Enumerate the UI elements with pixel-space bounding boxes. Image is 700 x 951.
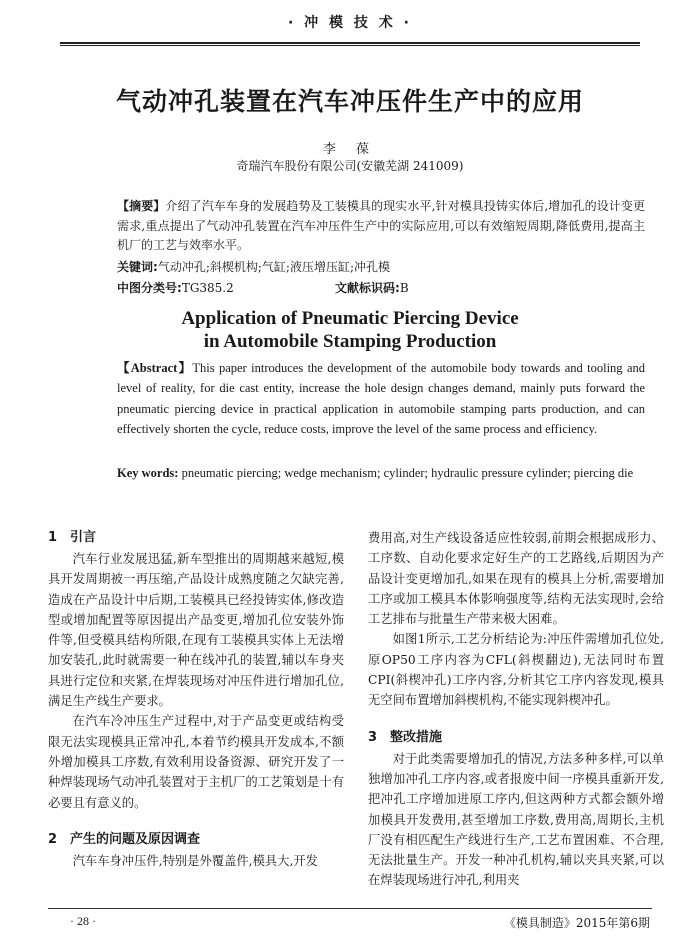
section-3-paragraph-1: 对于此类需要增加孔的情况,方法多种多样,可以单独增加冲孔工序内容,或者报废中间一序模具重新开发,把冲孔工序增加进原工序内,但这两种方式都会额外增加模具开发费用,甚至增加工序数,费用高,周期长,主机厂没有相匹配生产线进行生产,工艺布置困难、不合理,无法批量生产。开发一种冲孔机构,辅以夹具夹紧,可以在焊装现场进行冲孔,利用夹 [368,751,664,888]
english-title-line2: in Automobile Stamping Production [203,331,497,352]
keywords-cn-label: 关键词: [117,260,158,274]
section-1-paragraph-2: 在汽车冷冲压生产过程中,对于产品变更或结构受限无法实现模具正常冲孔,本着节约模具开发成本,不额外增加模具工序数,有效利用设备资源、研究开发了一种焊装现场气动冲孔装置对于主机厂的工艺策划是十有必要且有意义的。 [48,714,344,810]
figure-analysis-paragraph: 如图1所示,工艺分析结论为:冲压件需增加孔位处,原OP50工序内容为CFL(斜楔翻边),无法同时布置CPI(斜楔冲孔)工序内容,分析其它工序内容发现,模具无空间布置增加斜楔机构,不能实现斜楔冲孔。 [368,632,664,708]
english-title-line1: Application of Pneumatic Piercing Device [181,308,519,329]
section-gap [368,711,664,728]
classification-row [117,279,645,296]
footer-rule [48,908,652,909]
keywords-cn-text: 气动冲孔;斜楔机构;气缸;液压增压缸;冲孔模 [157,260,390,274]
header-rule-thin [60,45,640,46]
section-3-number: 3 [368,729,378,745]
doc-value: B [399,281,409,295]
page-number: · 28 · [70,914,96,928]
section-gap [48,813,344,830]
header-title: · 冲 模 技 术 · [287,15,412,31]
running-header [0,0,700,44]
section-1-number: 1 [48,530,58,545]
section-1-title: 引言 [70,530,97,545]
section-2-paragraph-1: 汽车车身冲压件,特别是外覆盖件,模具大,开发 [72,853,318,868]
continued-paragraph: 费用高,对生产线设备适应性较弱,前期会根据成形力、工序数、自动化要求定好生产的工艺路线,后期因为产品设计变更增加孔,如果在现有的模具上分析,需要增加工序或加工模具本体影响强度等,结构无法实现时,会给工艺排布与批量生产带来极大困难。 [368,531,664,627]
section-1-heading [48,528,344,549]
header-rule [60,42,640,44]
doc-code [335,279,409,296]
section-1-paragraph-1: 汽车行业发展迅猛,新车型推出的周期越来越短,模具开发周期被一再压缩,产品设计成熟度随之欠缺完善,造成在产品设计中后期,工装模具已经投铸实体,修改造型或增加配置等原因提出产品变更,增加孔位安装外饰件等,但受模具结构所限,在现有工装模具实体上无法增加安装孔,此时就需要一种在线冲孔的装置,辅以车身夹具进行定位和夹紧,在焊装现场对冲压件进行增加孔位,满足生产线生产要求。 [48,552,344,709]
keywords-cn [117,258,645,275]
journal-citation: 《模具制造》2015年第6期 [503,916,650,930]
author: 李 葆 [322,142,378,157]
section-2-title: 产生的问题及原因调查 [70,831,201,847]
abstract-cn [117,197,645,256]
abstract-en-label: 【Abstract】 [117,361,193,375]
column-left [48,528,344,871]
section-3-heading [368,728,664,749]
abstract-en [117,358,645,439]
doc-label: 文献标识码: [335,281,400,295]
section-2-heading [48,830,344,851]
section-2-number: 2 [48,831,58,847]
keywords-en-text: pneumatic piercing; wedge mechanism; cylinder; hydraulic pressure cylinder; piercing die [181,466,634,480]
paper-title: 气动冲孔装置在汽车冲压件生产中的应用 [115,87,584,116]
abstract-en-text: This paper introduces the development of the automobile body towards and tooling and level of reality, for die cast entity, increase the hole design changes demand, mainly puts forward the pneumatic piercing device in practical application in automobile stamping parts production, and can effectively shorten the cycle, reduce costs, improve the level of the same process and efficiency. [117,361,646,436]
section-3-title: 整改措施 [390,729,443,745]
column-right [368,528,664,891]
keywords-en-label: Key words: [117,466,179,480]
english-title [0,307,700,353]
abstract-cn-text: 介绍了汽车车身的发展趋势及工装模具的现实水平,针对模具投铸实体后,增加孔的设计变更需求,重点提出了气动冲孔装置在汽车冲压件生产中的实际应用,可以有效缩短周期,降低费用,提高主机厂的工艺与效率水平。 [117,199,645,252]
keywords-en [117,463,645,483]
clc-value: TG385.2 [181,281,234,295]
affiliation: 奇瑞汽车股份有限公司(安徽芜湖 241009) [236,159,464,173]
abstract-cn-label: 【摘要】 [117,199,166,213]
clc-label: 中图分类号: [117,281,182,295]
